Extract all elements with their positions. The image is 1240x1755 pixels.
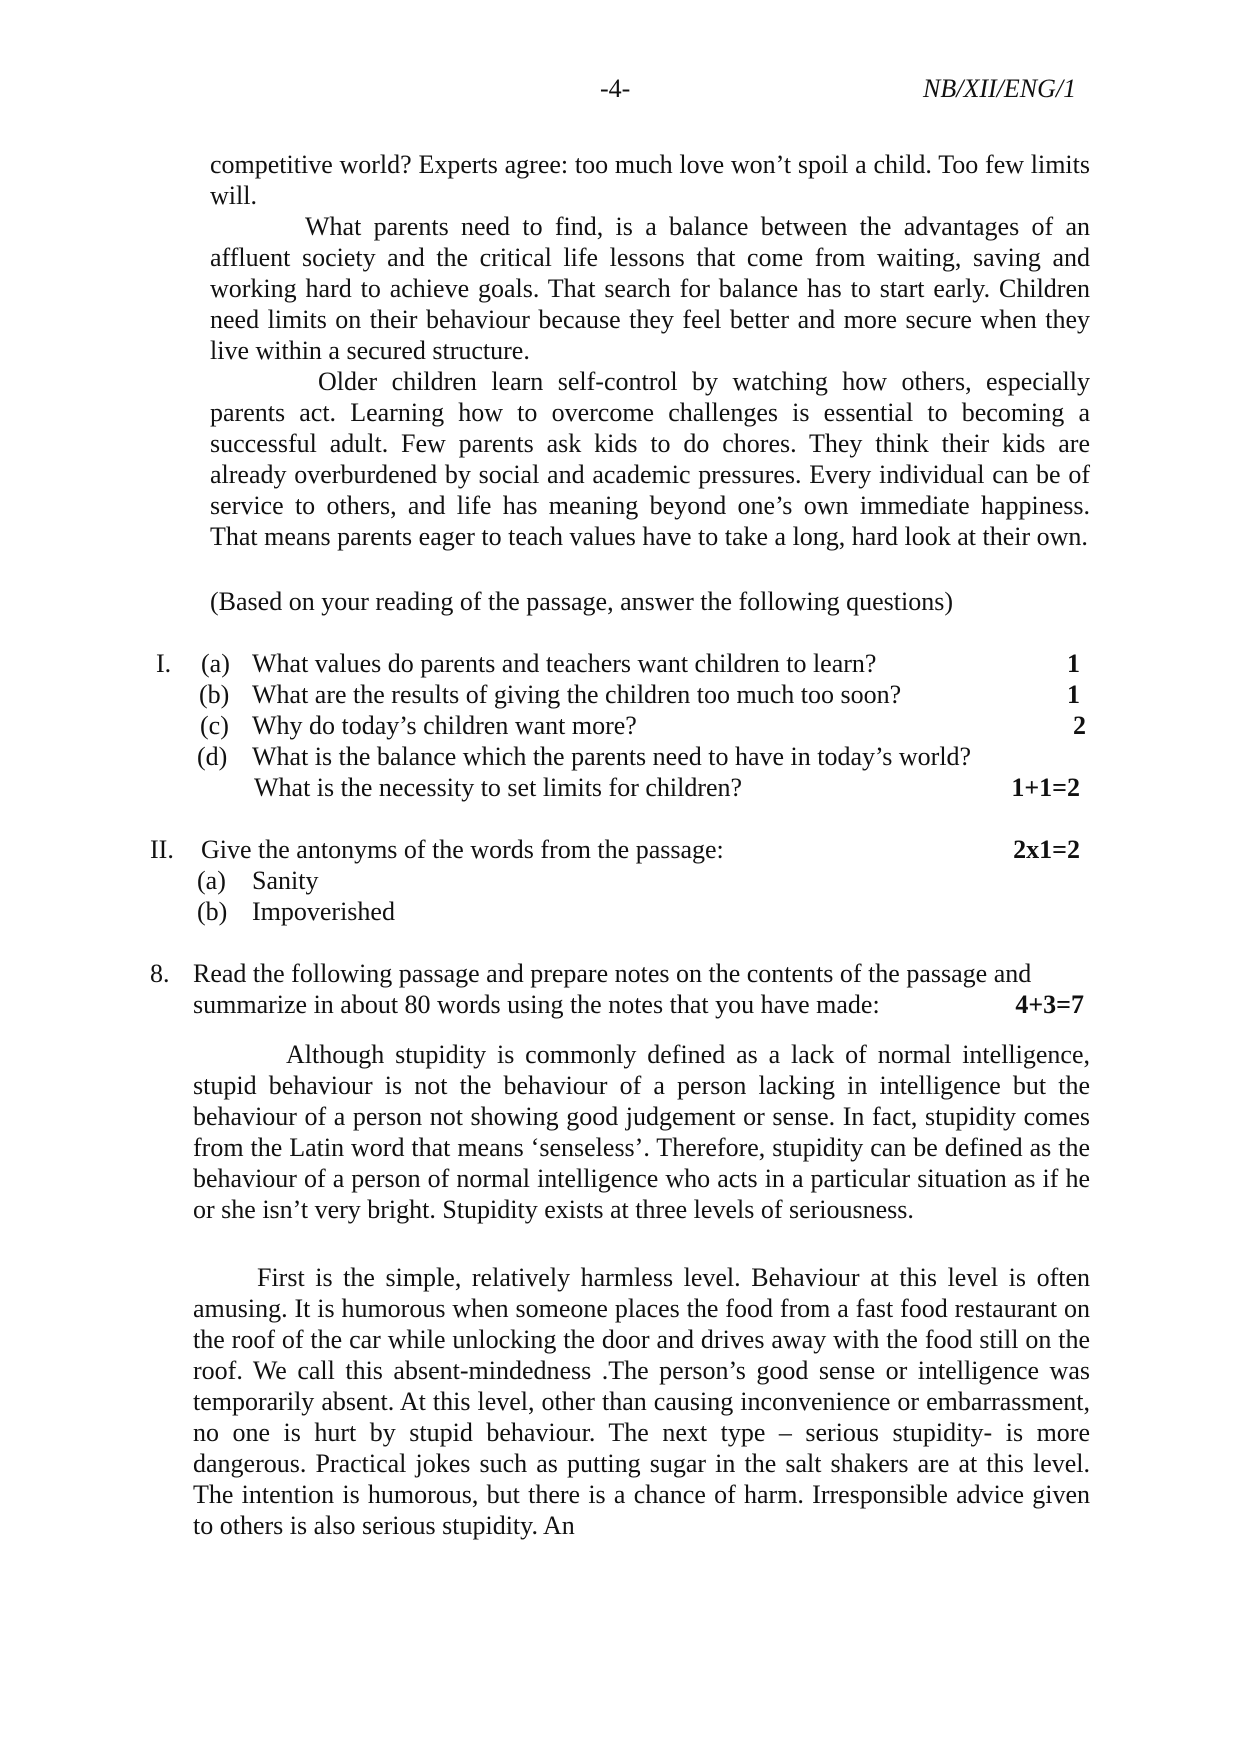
question-text: What is the balance which the parents need to have in today’s world? [252,742,972,771]
question-text: Read the following passage and prepare notes on the contents of the passage and [193,959,1032,988]
section-prompt: Give the antonyms of the words from the passage: [201,835,724,864]
question-label: (a) [201,649,230,678]
question-text: Why do today’s children want more? [252,711,637,740]
section-numeral: I. [156,649,172,678]
question-marks: 4+3=7 [1015,990,1084,1019]
page-number: -4- [600,74,631,103]
item-label: (a) [197,866,226,895]
question-number: 8. [150,959,170,988]
question-label: (c) [200,711,229,740]
question-text: summarize in about 80 words using the notes that you have made: [193,990,880,1019]
question-marks: 1 [1067,649,1080,678]
passage-paragraph: competitive world? Experts agree: too much love won’t spoil a child. Too few limits will. [210,150,1090,210]
question-marks: 1 [1067,680,1080,709]
question-label: (b) [199,680,230,709]
passage-paragraph: Although stupidity is commonly defined as a lack of normal intelligence, stupid behaviour is not the behaviour of a person lacking in intelligence but the behaviour of a person not showing good judgement or sense. In fact, stupidity comes from the Latin word that means ‘senseless’. Therefore, stupidity can be defined as the behaviour of a person of normal intelligence who acts in a particular situation as if he or she isn’t very bright. Stupidity exists at three levels of seriousness. [193,1040,1090,1224]
question-marks: 1+1=2 [1011,773,1080,802]
passage-paragraph: Older children learn self-control by watching how others, especially parents act. Learning how to overcome challenges is essential to becoming a successful adult. Few parents ask kids to do chores. They think their kids are already overburdened by social and academic pressures. Every individual can be of service to others, and life has meaning beyond one’s own immediate happiness. That means parents eager to teach values have to take a long, hard look at their own. [210,367,1090,551]
section-marks: 2x1=2 [1013,835,1080,864]
instruction-text: (Based on your reading of the passage, answer the following questions) [210,587,953,616]
question-text: What is the necessity to set limits for children? [254,773,743,802]
question-marks: 2 [1073,711,1086,740]
question-text: What values do parents and teachers want children to learn? [252,649,877,678]
item-label: (b) [197,897,228,926]
passage-paragraph: First is the simple, relatively harmless level. Behaviour at this level is often amusing. It is humorous when someone places the food from a fast food restaurant on the roof of the car while unlocking the door and drives away with the food still on the roof. We call this absent-mindedness .The person’s good sense or intelligence was temporarily absent. At this level, other than causing inconvenience or embarrassment, no one is hurt by stupid behaviour. The next type – serious stupidity- is more dangerous. Practical jokes such as putting sugar in the salt shakers are at this level. The intention is humorous, but there is a chance of harm. Irresponsible advice given to others is also serious stupidity. An [193,1263,1090,1540]
section-numeral: II. [150,835,174,864]
question-text: What are the results of giving the children too much too soon? [252,680,902,709]
paper-code: NB/XII/ENG/1 [923,74,1077,103]
passage-paragraph: What parents need to find, is a balance between the advantages of an affluent society and the critical life lessons that come from waiting, saving and working hard to achieve goals. That search for balance has to start early. Children need limits on their behaviour because they feel better and more secure when they live within a secured structure. [210,212,1090,365]
item-text: Sanity [252,866,319,895]
question-label: (d) [197,742,228,771]
item-text: Impoverished [252,897,395,926]
